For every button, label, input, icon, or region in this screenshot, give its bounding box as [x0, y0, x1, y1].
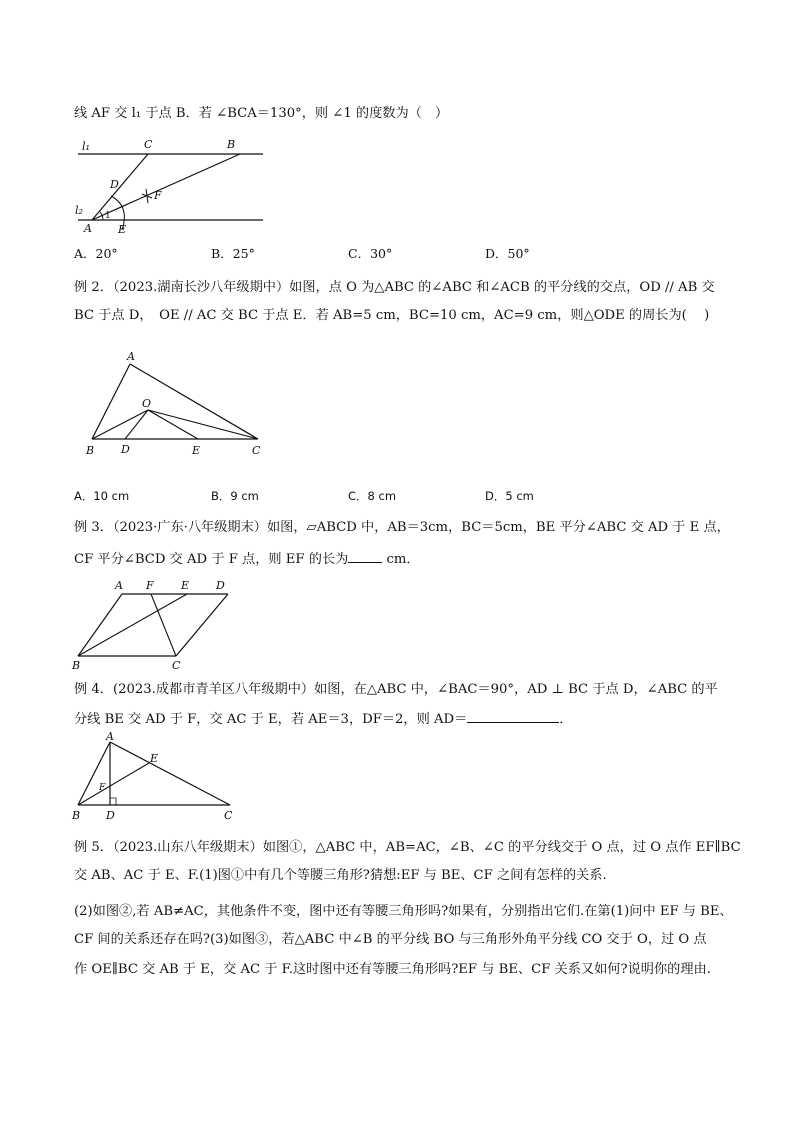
q-prev-option-d[interactable]: D．50° — [485, 246, 530, 261]
label-a: A — [127, 350, 135, 363]
ex2-option-a[interactable]: A．10 cm — [74, 489, 130, 503]
label-d: D — [106, 809, 115, 822]
ex3-line-1: 例 3．（2023·广东·八年级期末）如图，▱ABCD 中，AB＝3cm，BC＝5cm，BE 平分∠ABC 交 AD 于 E 点， — [74, 520, 730, 535]
segment-ac — [92, 154, 148, 220]
q-prev-option-a[interactable]: A．20° — [74, 246, 118, 261]
ex3-line-2-text: CF 平分∠BCD 交 AD 于 F 点，则 EF 的长为 — [74, 552, 349, 567]
ex2-line-1: 例 2．（2023.湖南长沙八年级期中）如图，点 O 为△ABC 的∠ABC 和∠ACB 的平分线的交点，OD // AB 交 — [74, 280, 715, 295]
ex4-figure — [70, 732, 250, 824]
label-angle-1: 1 — [105, 211, 111, 221]
label-f: F — [146, 579, 154, 592]
label-c: C — [224, 809, 233, 822]
segment-ab — [78, 594, 122, 656]
ex5-line-2: 交 AB、AC 于 E、F.(1)图①中有几个等腰三角形?猜想:EF 与 BE、CF 之间有怎样的关系. — [74, 868, 607, 883]
label-d: D — [110, 178, 119, 191]
segment-be — [78, 594, 187, 656]
right-angle-mark — [110, 798, 116, 805]
q-prev-figure — [70, 134, 270, 238]
label-a: A — [106, 730, 114, 743]
label-f: F — [154, 189, 162, 202]
segment-oe — [148, 410, 198, 439]
ex4-line-2-text: 分线 BE 交 AD 于 F，交 AC 于 E，若 AE＝3，DF＝2，则 AD＝ — [74, 712, 468, 727]
ex2-figure — [80, 352, 280, 462]
ex5-line-1: 例 5．（2023.山东八年级期末）如图①，△ABC 中，AB=AC，∠B、∠C 的平分线交于 O 点，过 O 点作 EF∥BC — [74, 840, 741, 855]
segment-ac — [110, 742, 230, 805]
ex3-line-2 — [74, 548, 754, 570]
label-f: F — [99, 783, 106, 793]
ex4-line-1: 例 4．(2023.成都市青羊区八年级期中）如图，在△ABC 中，∠BAC＝90°，AD ⊥ BC 于点 D，∠ABC 的平 — [74, 682, 718, 697]
label-c: C — [252, 444, 261, 457]
arc-mark-f — [142, 189, 152, 203]
segment-od — [125, 410, 148, 439]
ex2-option-c[interactable]: C．8 cm — [348, 489, 397, 503]
ex4-line-2-end: ． — [559, 712, 573, 727]
ex5-line-4: CF 间的关系还存在吗?(3)如图③，若△ABC 中∠B 的平分线 BO 与三角形外角平分线 CO 交于 O，过 O 点 — [74, 932, 707, 947]
label-l2: l₂ — [75, 204, 83, 217]
label-b: B — [227, 138, 236, 151]
label-d: D — [216, 579, 225, 592]
ex3-answer-blank[interactable] — [348, 548, 382, 563]
ex5-line-5: 作 OE∥BC 交 AB 于 E，交 AC 于 F.这时图中还有等腰三角形吗?EF 与 BE、CF 关系又如何?说明你的理由. — [74, 962, 711, 977]
label-e: E — [118, 223, 127, 236]
label-e: E — [192, 444, 201, 457]
ex4-line-2 — [74, 708, 754, 730]
segment-co — [148, 410, 258, 439]
label-l1: l₁ — [82, 140, 90, 153]
segment-dc — [176, 594, 228, 656]
label-a: A — [84, 222, 92, 235]
q-prev-option-c[interactable]: C．30° — [348, 246, 393, 261]
ex3-figure — [70, 578, 250, 670]
label-e: E — [150, 752, 159, 765]
label-b: B — [72, 659, 81, 672]
label-a: A — [115, 579, 123, 592]
label-e: E — [181, 579, 190, 592]
segment-ab — [92, 364, 130, 439]
ex2-option-d[interactable]: D．5 cm — [485, 489, 534, 503]
ex2-line-2: BC 于点 D， OE // AC 交 BC 于点 E．若 AB=5 cm，BC=10 cm，AC=9 cm，则△ODE 的周长为( ) — [74, 308, 710, 323]
ex3-line-2-unit: cm． — [382, 552, 420, 567]
label-d: D — [121, 443, 130, 456]
segment-cf — [151, 594, 176, 656]
segment-bo — [92, 410, 148, 439]
label-b: B — [86, 444, 95, 457]
q-prev-option-b[interactable]: B．25° — [211, 246, 255, 261]
ex4-answer-blank[interactable] — [467, 708, 559, 723]
label-c: C — [172, 659, 181, 672]
ex2-option-b[interactable]: B．9 cm — [211, 489, 259, 503]
q-prev-stem: 线 AF 交 l₁ 于点 B．若 ∠BCA＝130°，则 ∠1 的度数为（ ） — [74, 106, 449, 121]
ex5-line-3: (2)如图②,若 AB≠AC，其他条件不变，图中还有等腰三角形吗?如果有，分别指出它们.在第(1)问中 EF 与 BE、 — [74, 904, 733, 919]
label-c: C — [144, 138, 153, 151]
label-o: O — [142, 397, 152, 410]
label-b: B — [72, 809, 81, 822]
